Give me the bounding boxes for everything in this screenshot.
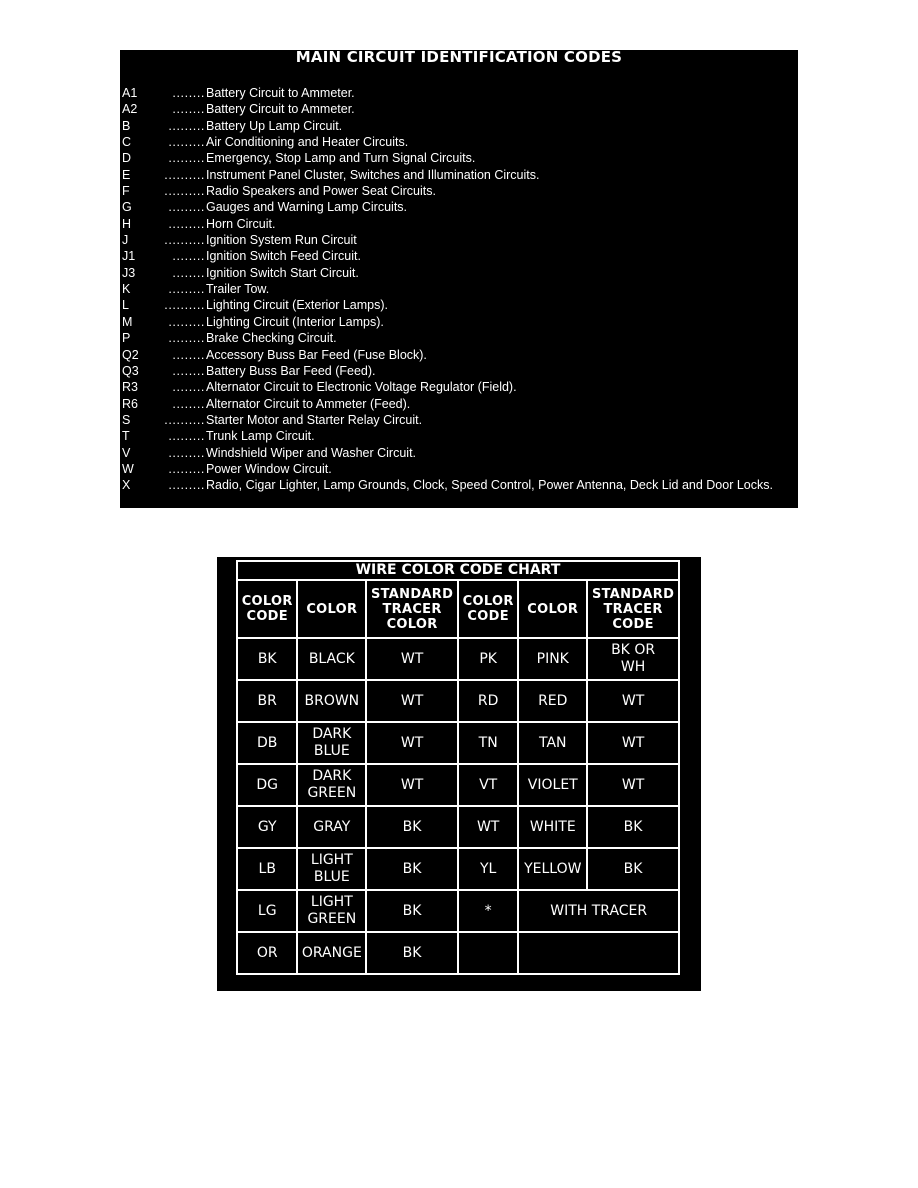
tracer-cell-line: WT — [621, 776, 645, 793]
circuit-code-row — [120, 330, 798, 346]
tracer-cell-line: WH — [620, 659, 646, 675]
circuit-code: Q3 — [122, 363, 139, 378]
tracer-cell — [366, 932, 458, 974]
circuit-code: P — [122, 331, 131, 346]
circuit-code: L — [122, 298, 129, 313]
color-name-cell — [518, 680, 587, 722]
tracer-cell-line: WT — [400, 692, 424, 709]
leader-dots: .......... — [164, 167, 205, 182]
circuit-code-row — [120, 118, 798, 134]
header-line: COLOR — [241, 594, 293, 609]
leader-dots: ......... — [168, 282, 205, 297]
circuit-code-row — [120, 216, 798, 232]
circuit-description: Radio, Cigar Lighter, Lamp Grounds, Clock, Speed Control, Power Antenna, Deck Lid and Door Locks. — [206, 478, 773, 493]
circuit-code-row — [120, 477, 798, 507]
leader-dots: ........ — [172, 347, 205, 362]
leader-dots: ......... — [168, 331, 205, 346]
circuit-description: Air Conditioning and Heater Circuits. — [206, 135, 409, 150]
circuit-description: Starter Motor and Starter Relay Circuit. — [206, 412, 423, 427]
color-code-cell: GY — [237, 806, 297, 848]
tracer-cell — [366, 848, 458, 890]
circuit-code: F — [122, 184, 130, 199]
tracer-cell — [587, 722, 679, 764]
circuit-description: Ignition Switch Start Circuit. — [206, 265, 359, 280]
circuit-code: Q2 — [122, 347, 139, 362]
circuit-code-row — [120, 167, 798, 183]
color-name-cell — [297, 890, 366, 932]
color-name-cell-line: VIOLET — [527, 776, 578, 793]
color-name-cell — [297, 932, 366, 974]
circuit-description: Emergency, Stop Lamp and Turn Signal Circuits. — [206, 151, 476, 166]
circuit-code-row — [120, 445, 798, 461]
tracer-cell — [587, 680, 679, 722]
leader-dots: ......... — [168, 135, 205, 150]
leader-dots: ........ — [172, 86, 205, 100]
header-line: TRACER — [382, 601, 442, 617]
header-line: COLOR — [386, 616, 438, 632]
circuit-description: Trailer Tow. — [206, 282, 270, 297]
circuit-code-row — [120, 199, 798, 215]
header-line: COLOR — [462, 594, 514, 609]
color-name-cell-line: DARK — [312, 768, 352, 784]
circuit-code: E — [122, 167, 131, 182]
circuit-description: Windshield Wiper and Washer Circuit. — [206, 445, 417, 460]
circuit-code: V — [122, 445, 131, 460]
circuit-code-row — [120, 134, 798, 150]
circuit-code-row — [120, 428, 798, 444]
leader-dots: ......... — [168, 314, 205, 329]
tracer-cell — [366, 638, 458, 680]
color-code-cell: BR — [237, 680, 297, 722]
header-line: TRACER — [603, 601, 663, 617]
circuit-description: Battery Up Lamp Circuit. — [206, 118, 343, 133]
header-line: CODE — [467, 609, 509, 624]
wire-color-table — [236, 560, 680, 975]
color-name-cell-line: BLUE — [313, 743, 350, 759]
wire-chart-row — [237, 764, 679, 806]
tracer-cell-line: BK — [402, 860, 422, 877]
color-code-cell: BK — [237, 638, 297, 680]
leader-dots: .......... — [164, 233, 205, 248]
leader-dots: .......... — [164, 184, 205, 199]
header-color-code — [237, 580, 297, 638]
tracer-cell-line: BK — [623, 818, 643, 835]
tracer-cell — [366, 680, 458, 722]
circuit-code: R6 — [122, 396, 138, 411]
header-line: STANDARD — [591, 586, 675, 602]
circuit-description: Brake Checking Circuit. — [206, 331, 337, 346]
tracer-cell-line: BK OR — [611, 642, 656, 658]
circuit-code: A2 — [122, 102, 138, 117]
leader-dots: ........ — [172, 380, 205, 395]
wire-color-chart — [217, 557, 701, 991]
circuit-code: J1 — [122, 249, 136, 264]
circuit-code: R3 — [122, 380, 138, 395]
tracer-cell — [587, 848, 679, 890]
wire-chart-body — [237, 638, 679, 974]
circuit-description: Power Window Circuit. — [206, 461, 332, 476]
wire-chart-row — [237, 932, 679, 974]
tracer-cell-line: WT — [621, 692, 645, 709]
circuit-description: Gauges and Warning Lamp Circuits. — [206, 200, 408, 215]
merged-note-cell — [518, 932, 679, 974]
color-code-cell: RD — [458, 680, 518, 722]
color-code-cell — [458, 932, 518, 974]
color-name-cell — [297, 848, 366, 890]
circuit-code-row — [120, 85, 798, 101]
circuit-code-row — [120, 281, 798, 297]
circuit-code-row — [120, 297, 798, 313]
tracer-cell-line: BK — [623, 860, 643, 877]
circuit-code: K — [122, 282, 131, 297]
color-code-cell: TN — [458, 722, 518, 764]
header-color-code-2 — [458, 580, 518, 638]
color-code-cell: DB — [237, 722, 297, 764]
circuit-code: T — [122, 429, 130, 444]
wire-chart-row — [237, 848, 679, 890]
circuit-code-row — [120, 347, 798, 363]
color-code-cell: PK — [458, 638, 518, 680]
circuit-code-row — [120, 412, 798, 428]
color-name-cell-line: GREEN — [307, 911, 357, 927]
circuit-code: A1 — [122, 86, 138, 100]
leader-dots: ........ — [172, 249, 205, 264]
color-name-cell — [297, 638, 366, 680]
circuit-code: W — [122, 461, 134, 476]
leader-dots: .......... — [164, 298, 205, 313]
tracer-cell — [366, 806, 458, 848]
merged-note-cell: WITH TRACER — [518, 890, 679, 932]
color-name-cell — [297, 764, 366, 806]
color-name-cell — [297, 680, 366, 722]
wire-chart-row — [237, 806, 679, 848]
circuit-code-row — [120, 265, 798, 281]
circuit-codes-title: MAIN CIRCUIT IDENTIFICATION CODES — [295, 48, 623, 66]
circuit-description: Radio Speakers and Power Seat Circuits. — [206, 184, 436, 199]
wire-chart-title: WIRE COLOR CODE CHART — [237, 561, 679, 580]
leader-dots: .......... — [164, 412, 205, 427]
circuit-code-row — [120, 461, 798, 477]
circuit-code: B — [122, 118, 131, 133]
color-name-cell-line: RED — [538, 692, 568, 709]
color-code-cell: LB — [237, 848, 297, 890]
circuit-description: Instrument Panel Cluster, Switches and Illumination Circuits. — [206, 167, 540, 182]
color-name-cell — [518, 764, 587, 806]
tracer-cell-line: WT — [400, 776, 424, 793]
color-code-cell: YL — [458, 848, 518, 890]
circuit-code: M — [122, 314, 133, 329]
circuit-description: Battery Circuit to Ammeter. — [206, 86, 355, 100]
tracer-cell-line: BK — [402, 902, 422, 919]
tracer-cell — [366, 890, 458, 932]
circuit-description: Accessory Buss Bar Feed (Fuse Block). — [206, 347, 427, 362]
circuit-code-row — [120, 314, 798, 330]
header-color-2 — [518, 580, 587, 638]
color-name-cell — [518, 848, 587, 890]
circuit-description: Battery Circuit to Ammeter. — [206, 102, 355, 117]
circuit-code-row — [120, 379, 798, 395]
circuit-code: X — [122, 478, 131, 493]
wire-chart-row — [237, 890, 679, 932]
tracer-cell-line: WT — [400, 734, 424, 751]
wire-chart-header-row — [237, 580, 679, 638]
header-line: COLOR — [306, 601, 358, 617]
circuit-description: Battery Buss Bar Feed (Feed). — [206, 363, 376, 378]
color-name-cell-line: LIGHT — [310, 894, 353, 910]
color-name-cell — [518, 806, 587, 848]
header-standard-tracer-code — [587, 580, 679, 638]
circuit-description: Lighting Circuit (Exterior Lamps). — [206, 298, 389, 313]
color-name-cell-line: LIGHT — [310, 852, 353, 868]
circuit-description: Alternator Circuit to Ammeter (Feed). — [206, 396, 411, 411]
color-name-cell — [518, 722, 587, 764]
circuit-identification-panel — [120, 50, 798, 508]
color-code-cell: LG — [237, 890, 297, 932]
color-name-cell-line: YELLOW — [524, 860, 582, 877]
color-name-cell — [518, 638, 587, 680]
wire-chart-row — [237, 638, 679, 680]
circuit-code: D — [122, 151, 132, 166]
color-name-cell-line: BROWN — [304, 692, 360, 709]
color-name-cell-line: TAN — [539, 734, 567, 751]
color-name-cell-line: ORANGE — [301, 944, 362, 961]
tracer-cell — [587, 638, 679, 680]
leader-dots: ........ — [172, 363, 205, 378]
leader-dots: ........ — [172, 265, 205, 280]
tracer-cell-line: WT — [621, 734, 645, 751]
color-name-cell-line: BLUE — [313, 869, 350, 885]
circuit-description: Lighting Circuit (Interior Lamps). — [206, 314, 384, 329]
tracer-cell-line: WT — [400, 650, 424, 667]
header-line: STANDARD — [370, 586, 454, 602]
color-code-cell: WT — [458, 806, 518, 848]
circuit-code: C — [122, 135, 132, 150]
circuit-description: Alternator Circuit to Electronic Voltage Regulator (Field). — [206, 380, 517, 395]
circuit-code-list — [120, 85, 798, 507]
circuit-code-row — [120, 396, 798, 412]
leader-dots: ......... — [168, 118, 205, 133]
color-name-cell — [297, 722, 366, 764]
tracer-cell — [587, 764, 679, 806]
header-line: CODE — [246, 609, 288, 624]
tracer-cell — [366, 764, 458, 806]
leader-dots: ......... — [168, 151, 205, 166]
color-name-cell-line: BLACK — [308, 650, 355, 667]
color-name-cell-line: WHITE — [529, 818, 576, 835]
color-code-cell: OR — [237, 932, 297, 974]
circuit-code-row — [120, 248, 798, 264]
header-line: CODE — [612, 616, 654, 632]
leader-dots: ......... — [168, 478, 205, 493]
header-line: COLOR — [527, 601, 579, 617]
leader-dots: ......... — [168, 445, 205, 460]
circuit-code-row — [120, 183, 798, 199]
header-color — [297, 580, 366, 638]
leader-dots: ......... — [168, 429, 205, 444]
color-name-cell-line: GRAY — [313, 818, 351, 835]
circuit-code-row — [120, 363, 798, 379]
tracer-cell — [366, 722, 458, 764]
color-code-cell: DG — [237, 764, 297, 806]
circuit-description: Trunk Lamp Circuit. — [206, 429, 315, 444]
circuit-code: H — [122, 216, 132, 231]
leader-dots: ........ — [172, 102, 205, 117]
color-name-cell-line: GREEN — [307, 785, 357, 801]
circuit-code-row — [120, 232, 798, 248]
color-name-cell-line: PINK — [536, 650, 569, 667]
circuit-description: Ignition Switch Feed Circuit. — [206, 249, 361, 264]
circuit-code-row — [120, 150, 798, 166]
color-code-cell: VT — [458, 764, 518, 806]
color-name-cell-line: DARK — [312, 726, 352, 742]
tracer-cell-line: BK — [402, 944, 422, 961]
leader-dots: ........ — [172, 396, 205, 411]
leader-dots: ......... — [168, 461, 205, 476]
circuit-code: S — [122, 412, 131, 427]
circuit-code: J — [122, 233, 129, 248]
tracer-cell-line: BK — [402, 818, 422, 835]
circuit-code: J3 — [122, 265, 136, 280]
header-standard-tracer-color — [366, 580, 458, 638]
circuit-description: Horn Circuit. — [206, 216, 276, 231]
wire-chart-row — [237, 722, 679, 764]
color-code-cell: * — [458, 890, 518, 932]
wire-chart-row — [237, 680, 679, 722]
circuit-code: G — [122, 200, 132, 215]
circuit-code-row — [120, 101, 798, 117]
color-name-cell — [297, 806, 366, 848]
circuit-description: Ignition System Run Circuit — [206, 233, 357, 248]
leader-dots: ......... — [168, 200, 205, 215]
leader-dots: ......... — [168, 216, 205, 231]
tracer-cell — [587, 806, 679, 848]
